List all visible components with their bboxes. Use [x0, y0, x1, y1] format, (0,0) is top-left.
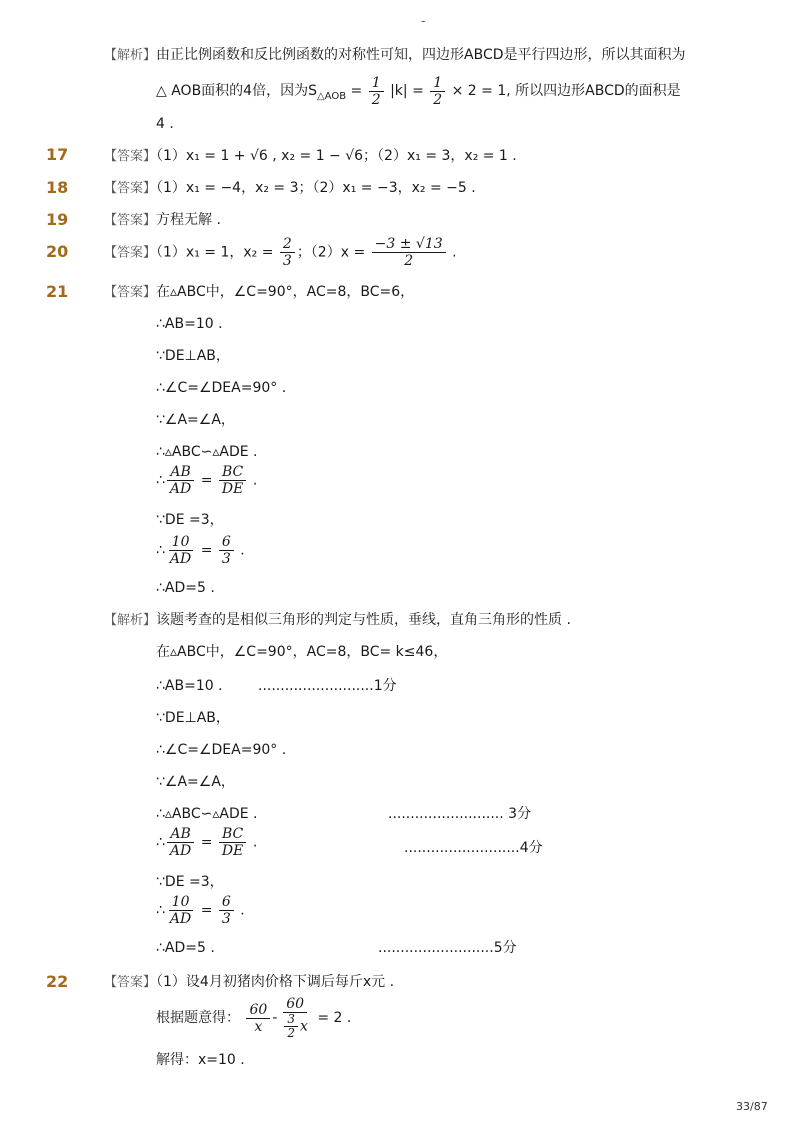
frac-num: 3	[284, 1013, 298, 1027]
answer-21-line: ∴∠C=∠DEA=90° .	[156, 380, 287, 396]
fraction-root	[372, 236, 446, 269]
minus-sign: -	[272, 1010, 278, 1026]
fraction-ab-ad	[167, 464, 194, 497]
page-number: 33/87	[736, 1100, 768, 1113]
equals-sign: =	[200, 834, 213, 851]
answer-17	[104, 146, 517, 167]
answer-22	[104, 972, 394, 993]
frac-num: BC	[219, 464, 246, 481]
answer-21-line: 在▵ABC中，∠C=90°，AC=8，BC=6，	[156, 284, 415, 300]
score-line-4: ..........................4分	[404, 840, 543, 856]
frac-num: 1	[430, 75, 445, 92]
solution-line: ∵∠A=∠A，	[156, 774, 235, 790]
analysis-16-line2	[156, 74, 681, 114]
therefore-sign: ∴	[156, 472, 165, 489]
answer-20-part-b: ；（2）x =	[296, 244, 370, 261]
fraction-6-3	[219, 534, 234, 567]
fraction-bc-de	[219, 464, 246, 497]
fraction-two-thirds	[280, 236, 295, 269]
frac-num: AB	[167, 826, 193, 843]
solution-line: 在▵ABC中，∠C=90°，AC=8，BC= k≤46，	[156, 644, 448, 660]
half-fraction-1	[369, 75, 384, 108]
numeric-equation-2	[156, 894, 245, 927]
answer-20-part-a: （1）x₁ = 1，x₂ =	[156, 244, 278, 261]
header-mark: -	[421, 14, 426, 28]
frac-den: 2	[287, 1026, 295, 1040]
answer-tag: 【答案】	[104, 213, 157, 228]
frac-den: AD	[169, 481, 192, 497]
frac-den: DE	[221, 843, 244, 859]
fraction-6-3	[219, 894, 234, 927]
frac-num: 1	[369, 75, 384, 92]
question-number: 19	[46, 210, 69, 229]
frac-num: 6	[219, 534, 234, 551]
answer-21-line: ∵∠A=∠A，	[156, 412, 235, 428]
score-line-3: .......................... 3分	[388, 806, 532, 822]
solution-line: ∵DE⊥AB，	[156, 710, 230, 726]
equation-label: 根据题意得：	[156, 1010, 240, 1026]
score-line-5: ..........................5分	[378, 940, 517, 956]
frac-den: AD	[169, 843, 192, 859]
frac-num: 60	[283, 996, 307, 1013]
analysis-21-text: 该题考查的是相似三角形的判定与性质，垂线，直角三角形的性质 .	[156, 612, 571, 628]
period: .	[252, 834, 258, 851]
frac-den: 2	[371, 91, 381, 108]
answer-21-line: ∵DE =3，	[156, 512, 224, 528]
analysis-16-line3: 4 .	[156, 116, 174, 132]
equation-tail: = 2 .	[317, 1010, 352, 1026]
solution-line: ∵DE =3，	[156, 874, 224, 890]
answer-tag: 【答案】	[104, 181, 157, 196]
therefore-sign: ∴	[156, 902, 165, 919]
ratio-equation-2	[156, 826, 257, 859]
period: .	[240, 542, 245, 559]
period: .	[252, 472, 258, 489]
answer-20-part-c: .	[447, 244, 457, 261]
answer-tag: 【答案】	[104, 285, 157, 300]
frac-den	[279, 1013, 311, 1040]
fraction-bc-de	[219, 826, 246, 859]
fraction-three-halves	[284, 1013, 298, 1040]
therefore-sign: ∴	[156, 542, 165, 559]
answer-21-line: ∴AD=5 .	[156, 580, 215, 596]
frac-num: −3 ± √13	[372, 236, 446, 253]
question-number: 17	[46, 145, 69, 164]
fraction-60-three-halves-x	[279, 996, 311, 1040]
answer-21-line: ∴▵ABC∽▵ADE .	[156, 444, 258, 460]
frac-num: BC	[219, 826, 246, 843]
analysis-tag: 【解析】	[104, 613, 157, 628]
line2-part-b: =	[350, 83, 367, 99]
answer-tag: 【答案】	[104, 245, 157, 261]
frac-num: 10	[169, 534, 193, 551]
frac-den: AD	[169, 911, 192, 927]
question-number: 21	[46, 282, 69, 301]
analysis-21	[104, 610, 571, 631]
equals-sign: =	[200, 542, 213, 559]
frac-num: 10	[169, 894, 193, 911]
solve-line: 解得：x=10 .	[156, 1052, 245, 1068]
solution-line: ∴▵ABC∽▵ADE .	[156, 806, 258, 822]
answer-19	[104, 210, 221, 231]
answer-17-text: （1）x₁ = 1 + √6 , x₂ = 1 − √6；（2）x₁ = 3，x₂ = 1 .	[156, 148, 517, 164]
answer-19-text: 方程无解 .	[156, 212, 221, 228]
analysis-tag: 【解析】	[104, 48, 157, 63]
line2-part-a: △ AOB面积的4倍，因为S	[156, 83, 317, 99]
ratio-equation	[156, 464, 257, 497]
answer-21-line: ∵DE⊥AB，	[156, 348, 230, 364]
fraction-60-x	[246, 1002, 270, 1035]
frac-num: 60	[246, 1002, 270, 1019]
answer-21-line: ∴AB=10 .	[156, 316, 223, 332]
therefore-sign: ∴	[156, 834, 165, 851]
period: .	[240, 902, 245, 919]
solution-line: ∴∠C=∠DEA=90° .	[156, 742, 287, 758]
numeric-equation	[156, 534, 245, 567]
fraction-10-ad	[167, 894, 194, 927]
solution-line: ∴AB=10 .	[156, 678, 223, 694]
frac-den: AD	[169, 551, 192, 567]
frac-den: 2	[433, 91, 443, 108]
half-fraction-2	[430, 75, 445, 108]
equals-sign: =	[200, 472, 213, 489]
frac-num: 2	[280, 236, 295, 253]
frac-den: DE	[221, 481, 244, 497]
frac-num: 6	[219, 894, 234, 911]
score-line-1: ..........................1分	[258, 678, 397, 694]
question-number: 22	[46, 972, 69, 991]
line2-part-c: |k| =	[390, 83, 429, 99]
frac-den: 3	[221, 551, 231, 567]
answer-18-text: （1）x₁ = −4，x₂ = 3；（2）x₁ = −3，x₂ = −5 .	[156, 180, 476, 196]
frac-den: 3	[282, 253, 292, 269]
variable-x: x	[299, 1018, 308, 1035]
answer-21	[104, 282, 414, 303]
fraction-10-ad	[167, 534, 194, 567]
frac-num: AB	[167, 464, 193, 481]
solution-line: ∴AD=5 .	[156, 940, 215, 956]
question-number: 18	[46, 178, 69, 197]
frac-den: x	[254, 1018, 263, 1035]
analysis-16-line1: 由正比例函数和反比例函数的对称性可知，四边形ABCD是平行四边形，所以其面积为	[156, 47, 686, 63]
answer-18	[104, 178, 476, 199]
line2-part-d: × 2 = 1, 所以四边形ABCD的面积是	[451, 83, 681, 99]
frac-den: 2	[404, 253, 414, 269]
question-number: 20	[46, 242, 69, 261]
answer-tag: 【答案】	[104, 149, 157, 164]
equals-sign: =	[200, 902, 213, 919]
answer-tag: 【答案】	[104, 975, 157, 990]
analysis-16	[104, 45, 686, 66]
answer-20	[104, 236, 457, 269]
frac-den: 3	[221, 911, 231, 927]
fraction-ab-ad	[167, 826, 194, 859]
equation-22	[156, 996, 351, 1040]
answer-22-text: （1）设4月初猪肉价格下调后每斤x元 .	[156, 974, 395, 990]
area-subscript: △AOB	[316, 90, 347, 102]
